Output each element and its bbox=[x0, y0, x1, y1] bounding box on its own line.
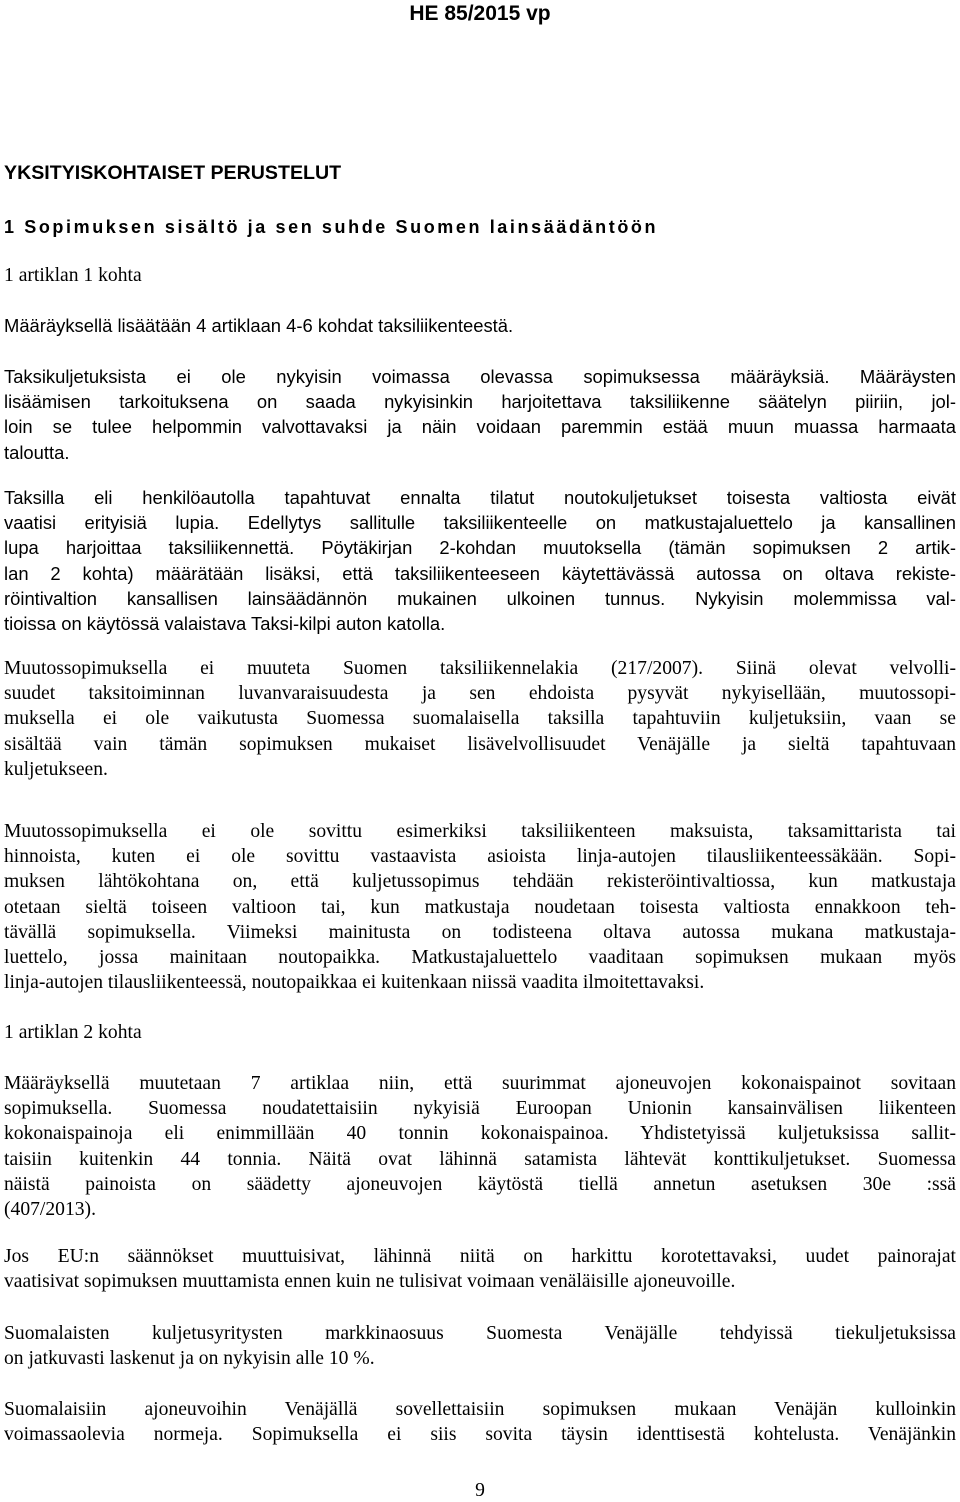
paragraph-line: sisältää vain tämän sopimuksen mukaiset lisävelvollisuudet Venäjälle ja sieltä tapahtuvaan bbox=[4, 733, 956, 755]
paragraph-line: lisäämisen tarkoituksena on saada nykyisinkin harjoitettava taksiliikenne säätelyn piiriin, jol- bbox=[4, 391, 956, 413]
paragraph-line: Määräyksellä lisäätään 4 artiklaan 4-6 kohdat taksiliikenteestä. bbox=[4, 315, 514, 336]
paragraph-line: vaatisivat sopimuksen muuttamista ennen kuin ne tulisivat voimaan venäläisille ajoneuvoille. bbox=[4, 1271, 736, 1293]
paragraph-line: Jos EU:n säännökset muuttuisivat, lähinnä niitä on harkittu korotettavaksi, uudet painorajat bbox=[4, 1246, 956, 1267]
paragraph-line: muksen lähtökohtana on, että kuljetussopimus tehdään rekisteröintivaltiossa, kun matkustaja bbox=[4, 871, 956, 893]
paragraph-3 bbox=[4, 485, 956, 636]
paragraph-line: Muutossopimuksella ei ole sovittu esimerkiksi taksiliikenteen maksuista, taksamittarista tai bbox=[4, 821, 956, 842]
article-reference-1-1: 1 artiklan 1 kohta bbox=[4, 265, 142, 286]
document-id-header: HE 85/2015 vp bbox=[409, 2, 551, 25]
paragraph-5 bbox=[4, 819, 956, 995]
paragraph-line: näistä painoista on säädetty ajoneuvojen käytöstä tiellä annetun asetuksen 30e :ssä bbox=[4, 1173, 956, 1195]
paragraph-line: Taksilla eli henkilöautolla tapahtuvat ennalta tilatut noutokuljetukset toisesta valtiosta eivät bbox=[4, 487, 956, 508]
paragraph-line: linja-autojen tilausliikenteessä, noutopaikkaa ei kuitenkaan niissä vaadita ilmoitettavaksi. bbox=[4, 972, 705, 994]
paragraph-line: Muutossopimuksella ei muuteta Suomen taksiliikennelakia (217/2007). Siinä olevat velvolli- bbox=[4, 658, 956, 679]
paragraph-line: on jatkuvasti laskenut ja on nykyisin alle 10 %. bbox=[4, 1348, 375, 1370]
paragraph-line: sopimuksella. Suomessa noudatettaisiin nykyisiä Euroopan Unionin kansainvälisen liikenteen bbox=[4, 1098, 956, 1120]
paragraph-line: loin se tulee helpommin valvottavaksi ja näin voidaan paremmin estää muun muassa harmaata bbox=[4, 416, 956, 438]
paragraph-9 bbox=[4, 1397, 956, 1447]
paragraph-line: taloutta. bbox=[4, 441, 70, 463]
paragraph-line: suudet taksitoiminnan luvanvaraisuudesta ja sen ehdoista pysyvät nykyisellään, muutossopi- bbox=[4, 683, 956, 705]
page-number: 9 bbox=[475, 1480, 485, 1501]
paragraph-line: Määräyksellä muutetaan 7 artiklaa niin, että suurimmat ajoneuvojen kokonaispainot sovitaan bbox=[4, 1073, 956, 1094]
paragraph-1 bbox=[4, 313, 956, 338]
paragraph-line: otetaan sieltä toiseen valtioon tai, kun matkustaja noudetaan toisesta valtiosta ennakkoon teh- bbox=[4, 896, 956, 918]
paragraph-line: röintivaltion kansallisen lainsäädännön mukainen ulkoinen tunnus. Nykyisin molemmissa val- bbox=[4, 587, 956, 609]
paragraph-line: muksella ei ole vaikutusta Suomessa suomalaisella taksilla tapahtuviin kuljetuksiin, vaan se bbox=[4, 708, 956, 730]
paragraph-line: lupa harjoittaa taksiliikennettä. Pöytäkirjan 2-kohdan muutoksella (tämän sopimuksen 2 artik- bbox=[4, 537, 956, 559]
paragraph-6 bbox=[4, 1071, 956, 1222]
paragraph-line: Suomalaisten kuljetusyritysten markkinaosuus Suomesta Venäjälle tehdyissä tiekuljetuksissa bbox=[4, 1323, 956, 1344]
article-reference-1-2: 1 artiklan 2 kohta bbox=[4, 1022, 142, 1043]
paragraph-line: Suomalaisiin ajoneuvoihin Venäjällä sovellettaisiin sopimuksen mukaan Venäjän kulloinkin bbox=[4, 1399, 956, 1420]
paragraph-7 bbox=[4, 1244, 956, 1294]
paragraph-line: taisiin kuitenkin 44 tonnia. Näitä ovat lähinnä satamista lähtevät konttikuljetukset. Suomessa bbox=[4, 1148, 956, 1170]
paragraph-line: tävällä sopimuksella. Viimeksi mainitusta on todisteena oltava autossa mukana matkustaja- bbox=[4, 921, 956, 943]
paragraph-line: kuljetukseen. bbox=[4, 758, 108, 780]
paragraph-8 bbox=[4, 1321, 956, 1371]
paragraph-line: hinnoista, kuten ei ole sovittu vastaavista asioista linja-autojen tilausliikenteessäkään. Sopi- bbox=[4, 846, 956, 868]
paragraph-line: lan 2 kohta) määrätään lisäksi, että taksiliikenteeseen käytettävässä autossa on oltava rekiste- bbox=[4, 562, 956, 584]
paragraph-line: kokonaispainoja eli enimmillään 40 tonnin kokonaispainoa. Yhdistetyissä kuljetuksissa sallit- bbox=[4, 1123, 956, 1145]
paragraph-line: (407/2013). bbox=[4, 1198, 96, 1220]
section-heading: YKSITYISKOHTAISET PERUSTELUT bbox=[4, 162, 342, 184]
paragraph-line: luettelo, jossa mainitaan noutopaikka. Matkustajaluettelo vaaditaan sopimuksen mukaan myös bbox=[4, 946, 956, 968]
paragraph-4 bbox=[4, 656, 956, 782]
paragraph-line: voimassaolevia normeja. Sopimuksella ei siis sovita täysin identtisestä kohtelusta. Venäjänkin bbox=[4, 1424, 956, 1446]
paragraph-2 bbox=[4, 364, 956, 465]
chapter-heading: 1 Sopimuksen sisältö ja sen suhde Suomen lainsäädäntöön bbox=[4, 217, 659, 237]
paragraph-line: Taksikuljetuksista ei ole nykyisin voimassa olevassa sopimuksessa määräyksiä. Määräysten bbox=[4, 366, 956, 387]
paragraph-line: vaatisi erityisiä lupia. Edellytys sallitulle taksiliikenteelle on matkustajaluettelo ja kansallinen bbox=[4, 512, 956, 534]
paragraph-line: tioissa on käytössä valaistava Taksi-kilpi auton katolla. bbox=[4, 612, 446, 634]
